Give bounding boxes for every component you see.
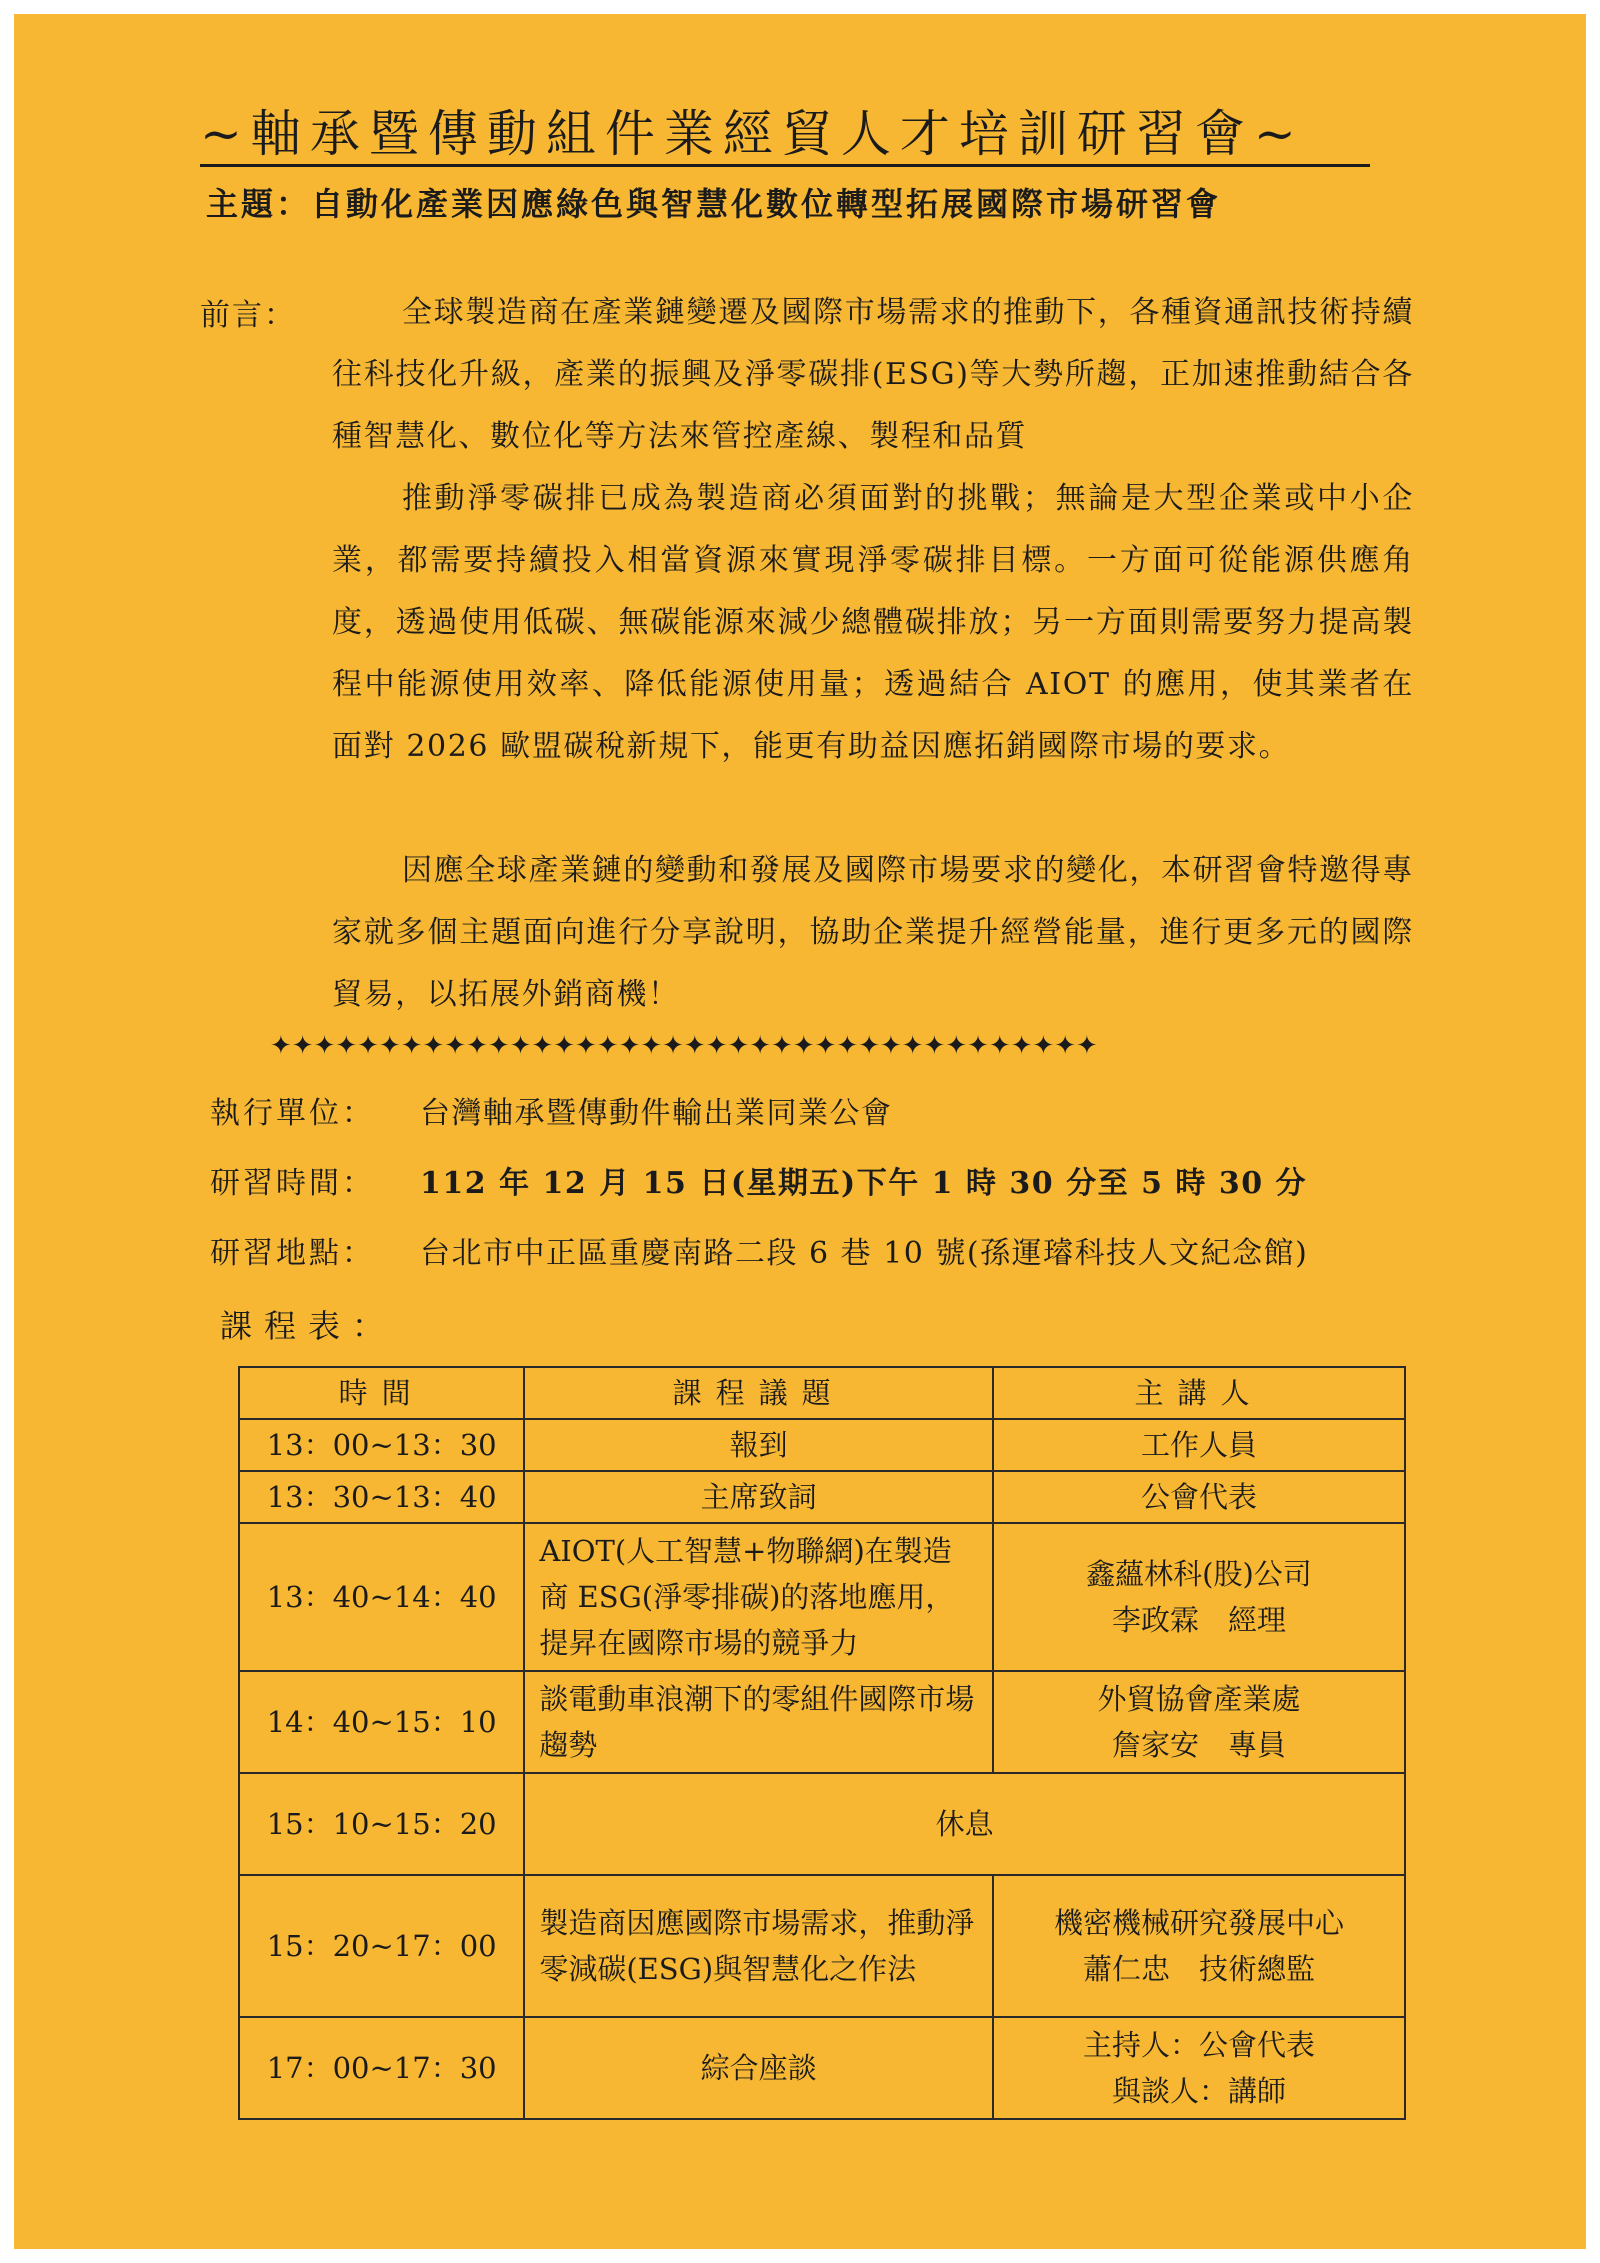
time-label: 研習時間：: [210, 1166, 375, 1201]
speaker-org: 機密機械研究發展中心: [1053, 1906, 1344, 1940]
schedule-table: [238, 1366, 1406, 2120]
table-header-row: [239, 1367, 1405, 1419]
row-topic-break: 休息: [524, 1773, 1405, 1875]
speaker-org: 鑫蘊林科(股)公司: [1086, 1557, 1312, 1591]
row-topic: 綜合座談: [524, 2017, 993, 2119]
speaker-panel: 與談人：講師: [1111, 2074, 1286, 2108]
row-time: 13：30~13：40: [239, 1471, 524, 1523]
row-speaker: [993, 1671, 1405, 1773]
speaker-name: 蕭仁忠 技術總監: [1082, 1952, 1315, 1986]
table-row: [239, 1419, 1405, 1471]
speaker-name: 詹家安 專員: [1111, 1728, 1286, 1762]
table-row: [239, 1471, 1405, 1523]
organizer-value: 台灣軸承暨傳動件輸出業同業公會: [420, 1096, 893, 1131]
table-row: [239, 1875, 1405, 2017]
row-speaker: [993, 1875, 1405, 2017]
place-label: 研習地點：: [210, 1236, 375, 1271]
row-topic: 製造商因應國際市場需求，推動淨零減碳(ESG)與智慧化之作法: [524, 1875, 993, 2017]
speaker-name: 李政霖 經理: [1111, 1603, 1286, 1637]
place-value: 台北市中正區重慶南路二段 6 巷 10 號(孫運璿科技人文紀念館): [420, 1236, 1309, 1271]
header-topic: 課程議題: [524, 1367, 993, 1419]
flyer-page: [14, 14, 1586, 2249]
star-divider: ✦✦✦✦✦✦✦✦✦✦✦✦✦✦✦✦✦✦✦✦✦✦✦✦✦✦✦✦✦✦✦✦✦✦✦✦✦✦: [270, 1031, 1098, 1061]
speaker-org: 外貿協會產業處: [1097, 1682, 1301, 1716]
time-row: [210, 1160, 1307, 1208]
row-time: 15：20~17：00: [239, 1875, 524, 2017]
row-time: 15：10~15：20: [239, 1773, 524, 1875]
header-time: 時間: [239, 1367, 524, 1419]
organizer-row: [210, 1090, 893, 1138]
time-value: 112 年 12 月 15 日(星期五)下午 1 時 30 分至 5 時 30 分: [420, 1166, 1308, 1201]
row-topic: AIOT(人工智慧+物聯網)在製造商 ESG(淨零排碳)的落地應用，提昇在國際市場的競爭力: [524, 1523, 993, 1671]
row-topic: 主席致詞: [524, 1471, 993, 1523]
title-underline: [200, 164, 1370, 167]
table-row: [239, 1671, 1405, 1773]
row-topic: 談電動車浪潮下的零組件國際市場趨勢: [524, 1671, 993, 1773]
table-row: [239, 1773, 1405, 1875]
row-speaker: 公會代表: [993, 1471, 1405, 1523]
speaker-host: 主持人：公會代表: [1082, 2028, 1315, 2062]
preface-paragraph-2: 推動淨零碳排已成為製造商必須面對的挑戰；無論是大型企業或中小企業，都需要持續投入相當資源來實現淨零碳排目標。一方面可從能源供應角度，透過使用低碳、無碳能源來減少總體碳排放；另一方面則需要努力提高製程中能源使用效率、降低能源使用量；透過結合 AIOT 的應用，使其業者在面對 2026 歐盟碳稅新規下，能更有助益因應拓銷國際市場的要求。: [332, 481, 1414, 764]
page-title: ~軸承暨傳動組件業經貿人才培訓研習會~: [200, 105, 1305, 163]
row-speaker: [993, 1523, 1405, 1671]
table-row: [239, 1523, 1405, 1671]
row-time: 14：40~15：10: [239, 1671, 524, 1773]
table-row: [239, 2017, 1405, 2119]
row-topic: 報到: [524, 1419, 993, 1471]
page-subtitle: 主題：自動化產業因應綠色與智慧化數位轉型拓展國際市場研習會: [206, 185, 1222, 223]
row-time: 17：00~17：30: [239, 2017, 524, 2119]
header-speaker: 主講人: [993, 1367, 1405, 1419]
place-row: [210, 1230, 1308, 1278]
preface-label: 前言：: [200, 298, 296, 333]
preface-paragraph-1: 全球製造商在產業鏈變遷及國際市場需求的推動下，各種資通訊技術持續往科技化升級，產業的振興及淨零碳排(ESG)等大勢所趨，正加速推動結合各種智慧化、數位化等方法來管控產線、製程和品質: [332, 295, 1414, 454]
row-time: 13：00~13：30: [239, 1419, 524, 1471]
schedule-label: 課程表：: [220, 1307, 397, 1345]
preface-paragraph-3: 因應全球產業鏈的變動和發展及國際市場要求的變化，本研習會特邀得專家就多個主題面向進行分享說明，協助企業提升經營能量，進行更多元的國際貿易，以拓展外銷商機！: [332, 853, 1414, 1012]
row-time: 13：40~14：40: [239, 1523, 524, 1671]
organizer-label: 執行單位：: [210, 1096, 375, 1131]
row-speaker: 工作人員: [993, 1419, 1405, 1471]
row-speaker: [993, 2017, 1405, 2119]
